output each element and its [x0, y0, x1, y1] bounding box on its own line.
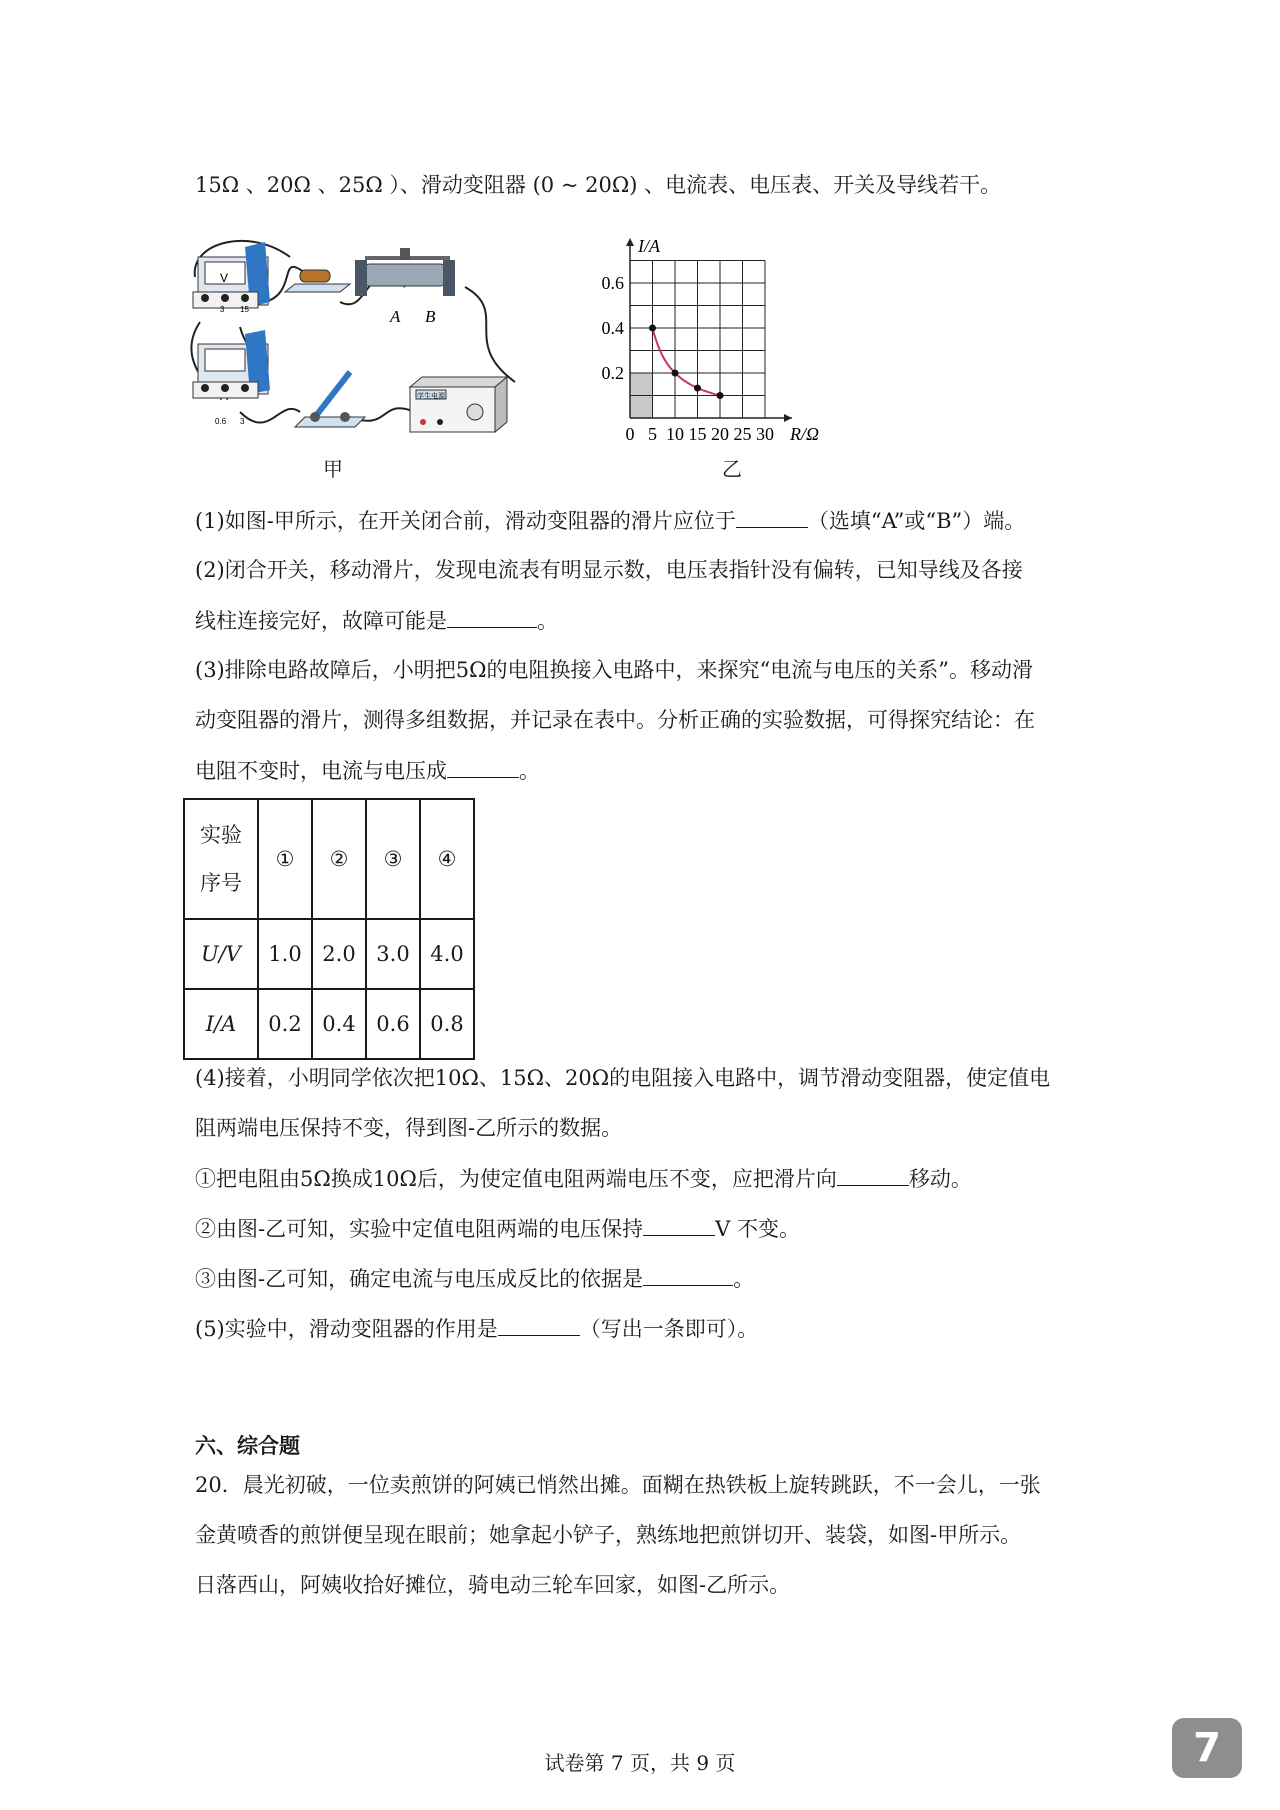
question-4-line-1: (4)接着，小明同学依次把10Ω、15Ω、20Ω的电阻接入电路中，调节滑动变阻器，使定值电	[195, 1066, 1051, 1090]
index-cell: ③	[366, 799, 420, 919]
series-curve	[653, 328, 721, 396]
x-axis-label: R/Ω	[790, 424, 820, 444]
data-point	[649, 325, 656, 332]
x-tick-label: 30	[756, 424, 774, 444]
table-cell: 2.0	[312, 919, 366, 989]
table-cell: 0.2	[258, 989, 312, 1059]
y-axis-label: I/A	[638, 238, 660, 256]
fixed-resistor	[285, 270, 350, 292]
question-4-sub-1: ①把电阻由5Ω换成10Ω后，为使定值电阻两端电压不变，应把滑片向 移动。	[195, 1163, 972, 1194]
voltmeter-scale-15: 15	[240, 305, 249, 314]
question-3-line-2: 动变阻器的滑片，测得多组数据，并记录在表中。分析正确的实验数据，可得探究结论：在	[195, 708, 1035, 732]
power-supply	[410, 377, 507, 432]
voltmeter-scale-3: 3	[220, 305, 225, 314]
question-20-line-3: 日落西山，阿姨收拾好摊位，骑电动三轮车回家，如图-乙所示。	[195, 1573, 791, 1597]
answer-blank-q4-1[interactable]	[837, 1163, 909, 1186]
y-axis-arrow	[626, 238, 634, 246]
x-tick-label: 10	[666, 424, 684, 444]
question-20-line-2: 金黄喷香的煎饼便呈现在眼前；她拿起小铲子，熟练地把煎饼切开、装袋，如图-甲所示。	[195, 1523, 1022, 1547]
question-1: (1)如图-甲所示，在开关闭合前，滑动变阻器的滑片应位于 （选填“A”或“B”）端。	[195, 505, 1025, 536]
answer-blank-q4-2[interactable]	[643, 1213, 715, 1236]
x-tick-label: 25	[733, 424, 752, 444]
ammeter	[193, 330, 270, 426]
table-row	[184, 989, 474, 1059]
question-20-line-1: 20．晨光初破，一位卖煎饼的阿姨已悄然出摊。面糊在热铁板上旋转跳跃，不一会儿，一张	[195, 1473, 1041, 1497]
answer-blank-q3[interactable]	[447, 755, 519, 778]
circuit-figure	[190, 232, 530, 450]
i-r-chart	[590, 238, 850, 450]
data-table	[183, 798, 475, 1060]
table-header-row	[184, 799, 474, 919]
question-3-line-1: (3)排除电路故障后，小明把5Ω的电阻换接入电路中，来探究“电流与电压的关系”。移动滑	[195, 658, 1033, 682]
question-4-line-2: 阻两端电压保持不变，得到图-乙所示的数据。	[195, 1116, 623, 1140]
table-cell: 0.8	[420, 989, 474, 1059]
data-point	[717, 392, 724, 399]
answer-blank-q4-3[interactable]	[643, 1263, 733, 1286]
index-cell: ④	[420, 799, 474, 919]
question-3-line-3: 电阻不变时，电流与电压成 。	[195, 755, 540, 786]
y-tick-label: 0.4	[601, 318, 624, 338]
table-cell: 3.0	[366, 919, 420, 989]
answer-blank-q2[interactable]	[447, 605, 537, 628]
voltmeter-letter: V	[220, 271, 229, 285]
row-label-u: U/V	[184, 919, 258, 989]
ammeter-scale-3: 3	[240, 417, 245, 426]
header-cell: 实验 序号	[184, 799, 258, 919]
table-row	[184, 919, 474, 989]
answer-blank-q1[interactable]	[736, 505, 808, 528]
wire	[465, 287, 515, 382]
answer-blank-q5[interactable]	[498, 1313, 580, 1336]
question-2-line-2: 线柱连接完好，故障可能是 。	[195, 605, 558, 636]
wire	[240, 409, 300, 423]
y-tick-label: 0.6	[601, 273, 624, 293]
y-tick-label: 0.2	[601, 363, 624, 383]
rheostat-terminal-a: A	[390, 307, 401, 326]
question-5: (5)实验中，滑动变阻器的作用是 （写出一条即可）。	[195, 1313, 758, 1344]
question-4-sub-2: ②由图-乙可知，实验中定值电阻两端的电压保持 V 不变。	[195, 1213, 800, 1244]
power-supply-label: 学生电源	[417, 392, 445, 400]
x-tick-label: 20	[711, 424, 729, 444]
data-point	[672, 370, 679, 377]
table-cell: 4.0	[420, 919, 474, 989]
page-footer: 试卷第 7 页，共 9 页	[544, 1751, 736, 1775]
x-tick-label: 0	[625, 424, 635, 444]
table-cell: 0.6	[366, 989, 420, 1059]
index-cell: ②	[312, 799, 366, 919]
data-point	[694, 385, 701, 392]
x-axis-arrow	[784, 414, 792, 422]
chart-caption: 乙	[722, 457, 742, 481]
table-cell: 1.0	[258, 919, 312, 989]
x-tick-label: 15	[688, 424, 707, 444]
question-4-sub-3: ③由图-乙可知，确定电流与电压成反比的依据是 。	[195, 1263, 754, 1294]
row-label-i: I/A	[184, 989, 258, 1059]
x-tick-label: 5	[648, 424, 657, 444]
ammeter-scale-06: 0.6	[215, 417, 227, 426]
table-cell: 0.4	[312, 989, 366, 1059]
figure-jia-caption: 甲	[323, 457, 343, 481]
rheostat-terminal-b: B	[425, 307, 436, 326]
question-2-line-1: (2)闭合开关，移动滑片，发现电流表有明显示数，电压表指针没有偏转，已知导线及各接	[195, 558, 1023, 582]
section-title: 六、综合题	[195, 1434, 300, 1458]
page-number-badge[interactable]: 7	[1172, 1718, 1242, 1778]
switch	[295, 372, 365, 427]
materials-line: 15Ω 、20Ω 、25Ω ）、滑动变阻器 (0 ~ 20Ω) 、电流表、电压表、开关及导线若干。	[195, 173, 1002, 197]
index-cell: ①	[258, 799, 312, 919]
